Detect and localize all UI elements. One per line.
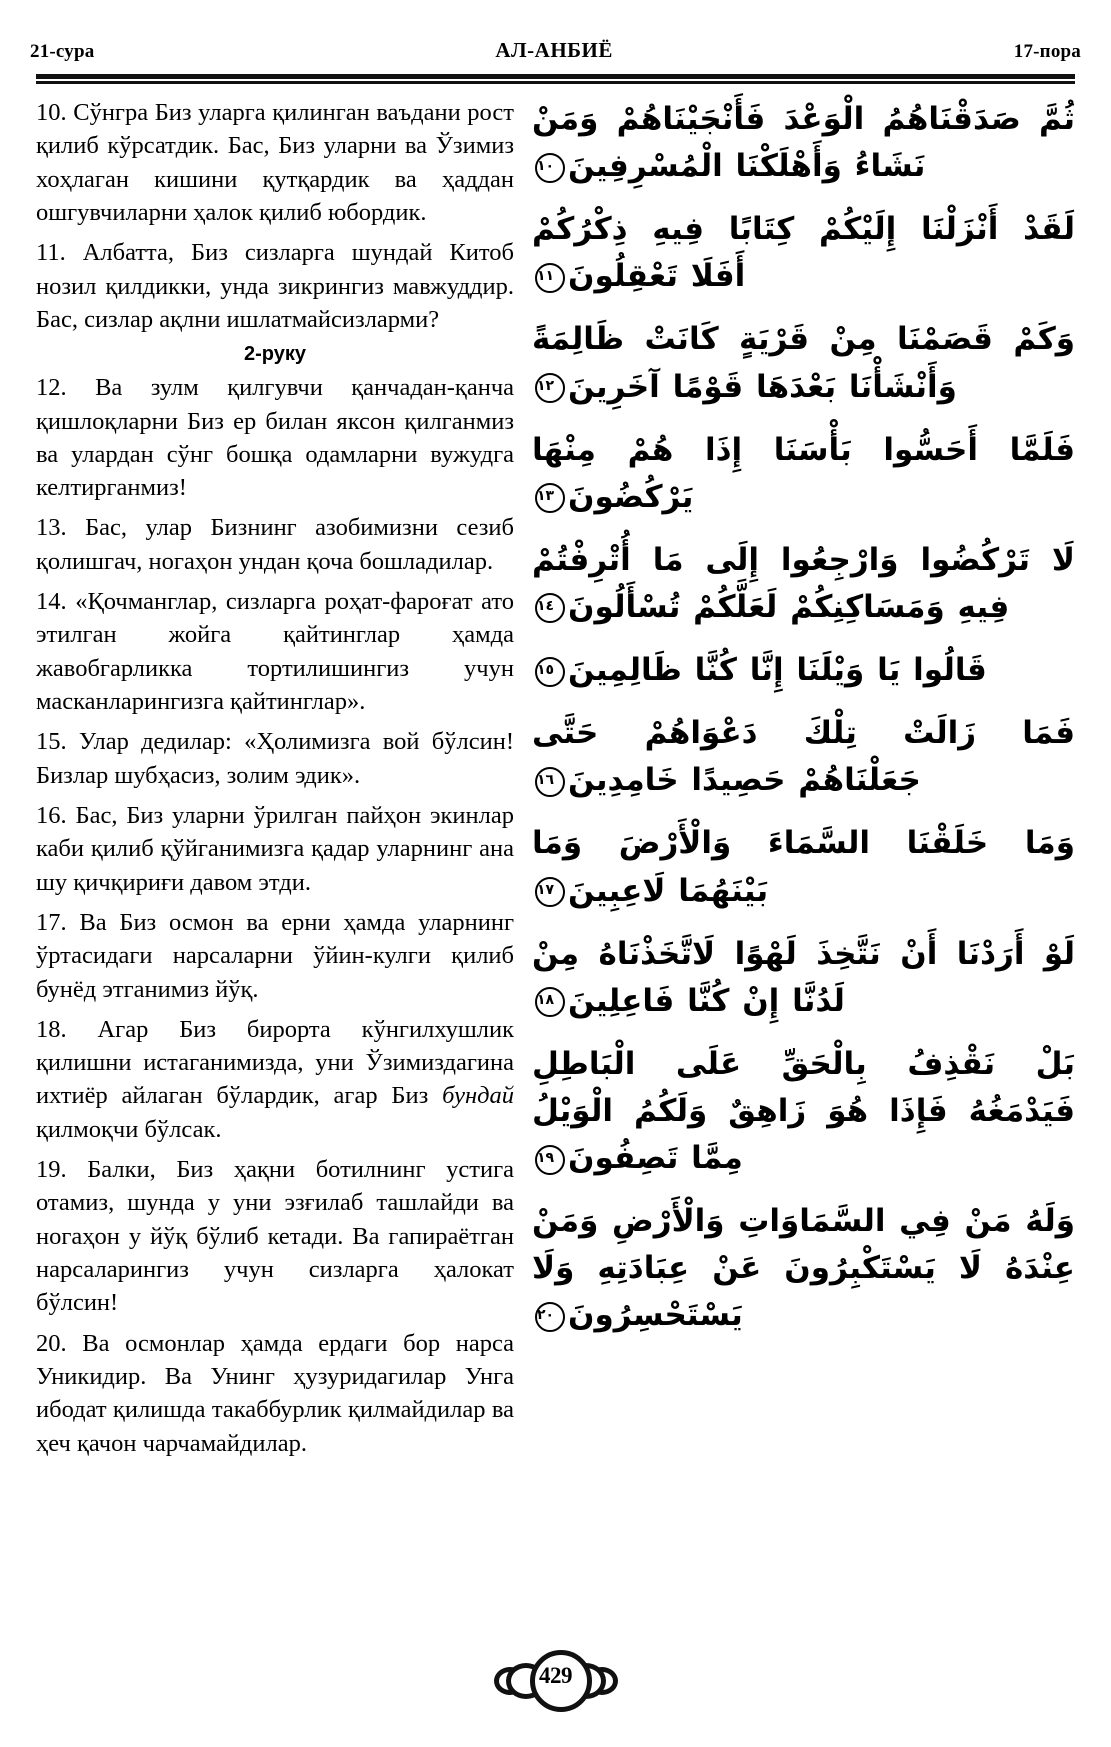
verse-number: 14. — [36, 588, 67, 616]
page-columns — [36, 96, 1075, 1607]
ayah-text: وَمَا خَلَقْنَا السَّمَاءَ وَالْأَرْضَ وَمَا بَيْنَهُمَا لَاعِبِينَ — [532, 825, 1075, 909]
sura-number-label: 21-сура — [30, 41, 95, 62]
ayah-number-marker: ٢٠ — [535, 1302, 565, 1332]
page-footer — [0, 1647, 1111, 1705]
ayah-paragraph — [532, 1198, 1075, 1339]
ayah-number-marker: ١١ — [535, 263, 565, 293]
ayah-paragraph — [532, 206, 1075, 300]
ayah-text: قَالُوا يَا وَيْلَنَا إِنَّا كُنَّا ظَالِمِينَ — [568, 652, 987, 689]
verse-text: Агар Биз бирорта кўнгилхушлик қилишни истаганимизда, уни Ўзимиздагина ихтиёр айлаган бўлардик, агар Биз — [36, 1015, 514, 1110]
verse-number: 10. — [36, 99, 67, 126]
arabic-text-column — [532, 96, 1075, 1607]
verse-number: 16. — [36, 801, 67, 829]
ayah-paragraph — [532, 931, 1075, 1025]
ayah-text: وَلَهُ مَنْ فِي السَّمَاوَاتِ وَالْأَرْضِ وَمَنْ عِنْدَهُ لَا يَسْتَكْبِرُونَ عَنْ عِبَادَتِهِ وَلَا يَسْتَحْسِرُونَ — [532, 1203, 1075, 1334]
divider-thin — [36, 81, 1075, 84]
verse-paragraph — [36, 725, 514, 792]
verse-text: Улар дедилар: «Ҳолимизга вой бўлсин! Бизлар шубҳасиз, золим эдик». — [36, 728, 514, 789]
verse-text: Ва Биз осмон ва ерни ҳамда уларнинг ўртасидаги нарсаларни ўйин-кулги қилиб бунёд этганимиз йўқ. — [36, 908, 514, 1003]
running-header — [30, 38, 1081, 68]
verse-paragraph — [36, 511, 514, 578]
page-number-ornament — [494, 1647, 618, 1705]
verse-number: 15. — [36, 728, 67, 756]
verse-text: Албатта, Биз сизларга шундай Китоб нозил қилдикки, унда зикрингиз мавжуддир. Бас, сизлар ақлни ишлатмайсизларми? — [36, 239, 514, 333]
ruku-heading: 2-руку — [244, 343, 306, 366]
verse-paragraph — [36, 585, 514, 718]
ayah-number-marker: ١٣ — [535, 483, 565, 513]
verse-paragraph — [36, 96, 514, 229]
ayah-text: ثُمَّ صَدَقْنَاهُمُ الْوَعْدَ فَأَنْجَيْنَاهُمْ وَمَنْ نَشَاءُ وَأَهْلَكْنَا الْمُسْرِفِينَ — [532, 101, 1075, 185]
verse-number: 19. — [36, 1156, 67, 1184]
verse-number: 17. — [36, 908, 67, 936]
ayah-paragraph — [532, 820, 1075, 914]
verse-text-tail: қилмоқчи бўлсак. — [36, 1115, 222, 1143]
verse-paragraph — [36, 1153, 514, 1320]
verse-emphasis: бундай — [442, 1082, 514, 1110]
verse-text: Балки, Биз ҳақни ботилнинг устига отамиз, шунда у уни эзғилаб ташлайди ва ногаҳон у йўқ бўлиб кетади. Ва гапираётган нарсаларингиз учун сизларга ҳалокат бўлсин! — [36, 1156, 514, 1317]
verse-paragraph — [36, 371, 514, 504]
ayah-number-marker: ١٠ — [535, 153, 565, 183]
verse-text: «Қочманглар, сизларга роҳат-фароғат ато этилган жойга қайтинглар ҳамда жавобгарликка тортилишингиз учун масканларингизга қайтинглар». — [36, 588, 515, 715]
verse-text: Ва зулм қилгувчи қанчадан-қанча қишлоқларни Биз ер билан яксон қилганмиз ва улардан сўнг бошқа одамларни вужудга келтирганмиз! — [36, 374, 515, 502]
ayah-text: لَا تَرْكُضُوا وَارْجِعُوا إِلَى مَا أُتْرِفْتُمْ فِيهِ وَمَسَاكِنِكُمْ لَعَلَّكُمْ تُسْأَلُونَ — [532, 541, 1075, 625]
ayah-number-marker: ١٥ — [535, 657, 565, 687]
ayah-number-marker: ١٢ — [535, 373, 565, 403]
ayah-number-marker: ١٨ — [535, 987, 565, 1017]
verse-paragraph — [36, 236, 514, 336]
uzbek-translation-column — [36, 96, 514, 1607]
ayah-text: لَقَدْ أَنْزَلْنَا إِلَيْكُمْ كِتَابًا فِيهِ ذِكْرُكُمْ أَفَلَا تَعْقِلُونَ — [532, 211, 1075, 295]
verse-paragraph — [36, 799, 514, 899]
verse-number: 12. — [36, 374, 67, 402]
verse-text: Ва осмонлар ҳамда ердаги бор нарса Уникидир. Ва Унинг ҳузуридагилар Унга ибодат қилишда такаббурлик қилмайдилар ва ҳеч қачон чарчамайдилар. — [36, 1329, 515, 1457]
verse-paragraph — [36, 1327, 514, 1460]
ayah-number-marker: ١٦ — [535, 767, 565, 797]
verse-number: 11. — [36, 239, 66, 267]
ayah-number-marker: ١٧ — [535, 877, 565, 907]
verse-text: Бас, улар Бизнинг азобимизни сезиб қолишгач, ногаҳон ундан қоча бошладилар. — [36, 514, 515, 575]
page-number: 429 — [539, 1663, 572, 1688]
verse-paragraph — [36, 1013, 514, 1146]
header-divider-rules — [36, 74, 1075, 84]
verse-text: Сўнгра Биз уларга қилинган ваъдани рост қилиб кўрсатдик. Бас, Биз уларни ва Ўзимиз хоҳлаган кишини қутқардик ва ҳаддан ошгувчиларни ҳалок қилиб юбордик. — [36, 99, 514, 226]
verse-number: 13. — [36, 514, 67, 542]
ayah-text: فَمَا زَالَتْ تِلْكَ دَعْوَاهُمْ حَتَّى جَعَلْنَاهُمْ حَصِيدًا خَامِدِينَ — [532, 715, 1075, 799]
verse-text: Бас, Биз уларни ўрилган пайҳон экинлар каби қилиб қўйганимизга қадар уларнинг ана шу қичқириғи давом этди. — [36, 801, 514, 896]
ayah-text: وَكَمْ قَصَمْنَا مِنْ قَرْيَةٍ كَانَتْ ظَالِمَةً وَأَنْشَأْنَا بَعْدَهَا قَوْمًا آخَرِينَ — [532, 321, 1075, 405]
ayah-paragraph — [532, 1041, 1075, 1182]
ayah-paragraph — [532, 647, 1075, 694]
ayah-paragraph — [532, 427, 1075, 521]
ayah-text: بَلْ نَقْذِفُ بِالْحَقِّ عَلَى الْبَاطِلِ فَيَدْمَغُهُ فَإِذَا هُوَ زَاهِقٌ وَلَكُمُ الْوَيْلُ مِمَّا تَصِفُونَ — [532, 1045, 1075, 1177]
juz-number-label: 17-пора — [1013, 41, 1081, 62]
sura-name-title: АЛ-АНБИЁ — [495, 38, 613, 62]
ayah-text: فَلَمَّا أَحَسُّوا بَأْسَنَا إِذَا هُمْ مِنْهَا يَرْكُضُونَ — [532, 431, 1075, 515]
ayah-paragraph — [532, 316, 1075, 410]
ayah-text: لَوْ أَرَدْنَا أَنْ نَتَّخِذَ لَهْوًا لَاتَّخَذْنَاهُ مِنْ لَدُنَّا إِنْ كُنَّا فَاعِلِينَ — [532, 935, 1075, 1019]
verse-number: 18. — [36, 1015, 67, 1043]
ayah-paragraph — [532, 96, 1075, 190]
ayah-paragraph — [532, 710, 1075, 804]
ayah-number-marker: ١٩ — [535, 1145, 565, 1175]
ayah-number-marker: ١٤ — [535, 593, 565, 623]
ayah-paragraph — [532, 537, 1075, 631]
verse-number: 20. — [36, 1329, 67, 1357]
verse-paragraph — [36, 906, 514, 1006]
